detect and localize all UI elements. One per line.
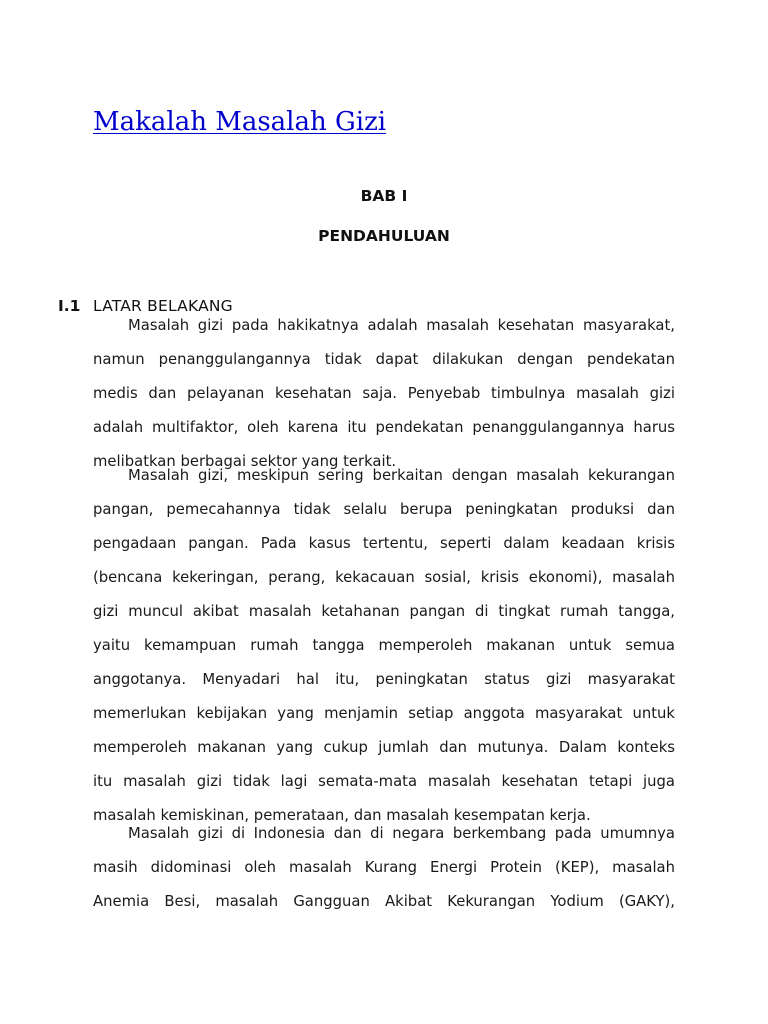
section-number: I.1	[58, 297, 81, 315]
paragraph-line: pangan, pemecahannya tidak selalu berupa peningkatan produksi dan	[93, 501, 675, 518]
paragraph-line: masih didominasi oleh masalah Kurang Energi Protein (KEP), masalah	[93, 859, 675, 876]
section-heading	[58, 296, 233, 316]
paragraph-line: Anemia Besi, masalah Gangguan Akibat Kekurangan Yodium (GAKY),	[93, 893, 675, 910]
section-title: LATAR BELAKANG	[93, 297, 233, 315]
paragraph-line: yaitu kemampuan rumah tangga memperoleh makanan untuk semua	[93, 637, 675, 654]
paragraph-line: memperoleh makanan yang cukup jumlah dan mutunya. Dalam konteks	[93, 739, 675, 756]
paragraph-line: medis dan pelayanan kesehatan saja. Penyebab timbulnya masalah gizi	[93, 385, 675, 402]
paragraph-line: memerlukan kebijakan yang menjamin setiap anggota masyarakat untuk	[93, 705, 675, 722]
paragraph-line: Masalah gizi, meskipun sering berkaitan dengan masalah kekurangan	[128, 467, 675, 484]
document-title-link[interactable]: Makalah Masalah Gizi	[93, 107, 387, 137]
paragraph-line: pengadaan pangan. Pada kasus tertentu, seperti dalam keadaan krisis	[93, 535, 675, 552]
paragraph-line: adalah multifaktor, oleh karena itu pendekatan penanggulangannya harus	[93, 419, 675, 436]
paragraph-line: Masalah gizi di Indonesia dan di negara berkembang pada umumnya	[128, 825, 675, 842]
chapter-title: PENDAHULUAN	[318, 227, 450, 245]
paragraph-3	[93, 824, 675, 912]
paragraph-line: masalah kemiskinan, pemerataan, dan masalah kesempatan kerja.	[93, 807, 591, 824]
paragraph-line: Masalah gizi pada hakikatnya adalah masalah kesehatan masyarakat,	[128, 317, 675, 334]
paragraph-line: anggotanya. Menyadari hal itu, peningkatan status gizi masyarakat	[93, 671, 675, 688]
paragraph-line: gizi muncul akibat masalah ketahanan pangan di tingkat rumah tangga,	[93, 603, 675, 620]
paragraph-2	[93, 466, 675, 826]
paragraph-1	[93, 316, 675, 472]
paragraph-line: namun penanggulangannya tidak dapat dilakukan dengan pendekatan	[93, 351, 675, 368]
paragraph-line: (bencana kekeringan, perang, kekacauan sosial, krisis ekonomi), masalah	[93, 569, 675, 586]
paragraph-line: melibatkan berbagai sektor yang terkait.	[93, 453, 397, 470]
paragraph-line: itu masalah gizi tidak lagi semata-mata masalah kesehatan tetapi juga	[93, 773, 675, 790]
chapter-heading: BAB I	[360, 187, 408, 205]
